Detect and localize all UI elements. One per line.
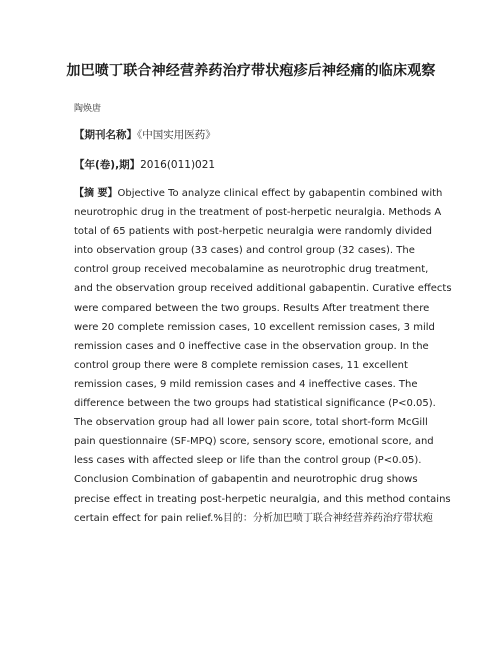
abstract: [74, 184, 452, 528]
abstract-line: total of 65 patients with post-herpetic neuralgia were randomly divided: [74, 226, 432, 238]
year-value: 2016(011)021: [140, 159, 216, 171]
paper-title: 加巴喷丁联合神经营养药治疗带状疱疹后神经痛的临床观察: [66, 63, 436, 79]
journal-field: [74, 127, 216, 142]
abstract-line: and the observation group received additional gabapentin. Curative effects: [74, 283, 452, 295]
abstract-line: The observation group had all lower pain score, total short-form McGill: [74, 417, 428, 429]
abstract-line: certain effect for pain relief.%目的：分析加巴喷丁联合神经营养药治疗带状疱: [74, 512, 433, 524]
abstract-line: neurotrophic drug in the treatment of post-herpetic neuralgia. Methods A: [74, 207, 442, 219]
abstract-line: pain questionnaire (SF-MPQ) score, sensory score, emotional score, and: [74, 436, 434, 448]
year-volume-issue-field: [74, 157, 215, 172]
abstract-line: control group there were 8 complete remission cases, 11 excellent: [74, 359, 408, 371]
abstract-line: remission cases and 0 ineffective case in the observation group. In the: [74, 340, 429, 352]
abstract-line: were 20 complete remission cases, 10 excellent remission cases, 3 mild: [74, 321, 435, 333]
abstract-line: into observation group (33 cases) and control group (32 cases). The: [74, 245, 415, 257]
year-label: 【年(卷),期】: [74, 159, 141, 171]
abstract-line: Conclusion Combination of gabapentin and neurotrophic drug shows: [74, 474, 418, 486]
abstract-line: [74, 184, 442, 203]
abstract-line: less cases with affected sleep or life than the control group (P<0.05).: [74, 455, 422, 467]
journal-value: 《中国实用医药》: [137, 129, 216, 141]
author-name: 陶焕唐: [74, 104, 102, 114]
abstract-line: difference between the two groups had statistical significance (P<0.05).: [74, 398, 436, 410]
abstract-line: control group received mecobalamine as neurotrophic drug treatment,: [74, 264, 429, 276]
abstract-line: precise effect in treating post-herpetic neuralgia, and this method contains: [74, 493, 451, 505]
abstract-line: remission cases, 9 mild remission cases and 4 ineffective cases. The: [74, 378, 418, 390]
abstract-text: Objective To analyze clinical effect by gabapentin combined with: [117, 188, 443, 199]
abstract-line: were compared between the two groups. Results After treatment there: [74, 302, 430, 314]
journal-label: 【期刊名称】: [74, 129, 137, 141]
abstract-label: 【摘 要】: [74, 188, 118, 199]
